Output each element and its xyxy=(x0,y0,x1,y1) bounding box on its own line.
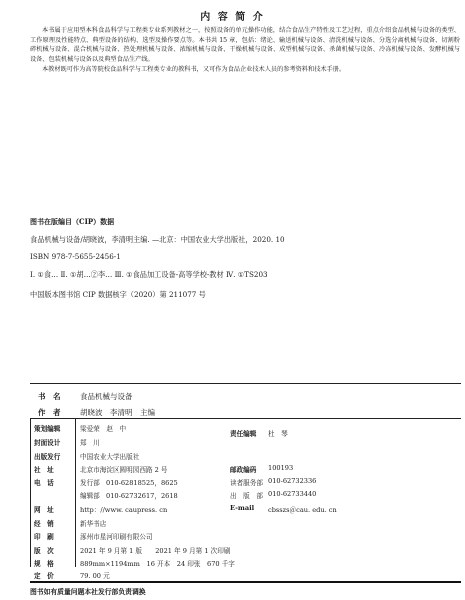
cip-record-number: 中国版本图书馆 CIP 数据核字（2020）第 211077 号 xyxy=(30,290,206,299)
address-label: 社 址 xyxy=(34,466,54,474)
divider xyxy=(30,418,461,419)
edition-label: 版 次 xyxy=(34,547,54,555)
email-label: E-mail xyxy=(230,504,255,512)
phone-editorial: 010-62732617，2618 xyxy=(106,492,178,500)
printer-label: 印 刷 xyxy=(34,533,54,541)
book-title-label: 书 名 xyxy=(38,392,61,401)
publisher-label: 出版发行 xyxy=(34,453,61,461)
spec-label: 规 格 xyxy=(34,560,54,568)
cover-design-label: 封面设计 xyxy=(34,439,61,447)
cip-isbn: ISBN 978-7-5655-2456-1 xyxy=(30,252,121,261)
planning-editor: 梁爱荣 赵 中 xyxy=(80,425,127,433)
intro-paragraph: 本教材既可作为高等院校食品科学与工程类专业的教科书，又可作为食品企业技术人员的参考资料和技术手册。 xyxy=(42,66,346,74)
phone-editorial-label: 编辑部 xyxy=(80,492,100,500)
price: 79. 00 元 xyxy=(80,572,110,580)
postcode-label: 邮政编码 xyxy=(230,466,257,474)
phone-publishing-dept: 010-62733440 xyxy=(268,490,317,498)
email: cbsszs＠cau. edu. cn xyxy=(268,506,337,514)
phone-reader-service-label: 读者服务部 xyxy=(230,479,263,487)
edition: 2021 年 9 月第 1 版 2021 年 9 月第 1 次印刷 xyxy=(80,547,231,555)
price-label: 定 价 xyxy=(34,572,54,580)
divider xyxy=(30,581,461,583)
phone-publishing-dept-label: 出 版 部 xyxy=(230,492,263,500)
intro-text xyxy=(30,26,460,76)
divider xyxy=(30,383,461,384)
phone-label: 电 话 xyxy=(34,479,54,487)
book-authors: 胡晓波 李清明 主编 xyxy=(80,408,155,417)
address: 北京市海淀区圆明园西路 2 号 xyxy=(80,466,168,474)
phone-distribution: 010-62818525，8625 xyxy=(106,479,178,487)
table-column-divider xyxy=(75,419,76,567)
phone-distribution-label: 发行部 xyxy=(80,479,100,487)
intro-paragraph: 本书属于应用型本科食品科学与工程类专业系列教材之一，按照设备的单元操作功能，结合食品生产特性及工艺过程，重点介绍食品机械与设备的类型、工作原理及性能特点、典型设备的结构、选型及操作要点等。本书共 15 章，包括：绪论、输送机械与设备、清洗机械与设备、分选分离机械与设备、切割粉碎机械与设备、混合机械与设备、热处理机械与设备、浓缩机械与设备、干燥机械与设备、成型机械与设备、杀菌机械与设备、冷冻机械与设备、发酵机械与设备、包装机械与设备以及典型食品生产线。 xyxy=(30,27,460,63)
author-label: 作 者 xyxy=(38,408,61,417)
publisher: 中国农业大学出版社 xyxy=(80,453,140,461)
distributor-label: 经 销 xyxy=(34,520,54,528)
website-label: 网 址 xyxy=(34,506,54,514)
website: http：//www. caupress. cn xyxy=(80,506,168,514)
cip-citation: 食品机械与设备/胡晓波，李清明主编. —北京：中国农业大学出版社，2020. 10 xyxy=(30,235,285,244)
printer: 涿州市星河印刷有限公司 xyxy=(80,533,153,541)
phone-reader-service: 010-62732336 xyxy=(268,477,317,485)
table-border-left xyxy=(30,419,31,567)
cip-heading: 图书在版编目（CIP）数据 xyxy=(30,217,115,226)
intro-title: 内 容 简 介 xyxy=(200,12,265,23)
book-title: 食品机械与设备 xyxy=(80,392,133,401)
cover-designer: 郑 川 xyxy=(80,439,100,447)
planning-editor-label: 策划编辑 xyxy=(34,425,61,433)
responsible-editor-label: 责任编辑 xyxy=(230,430,257,438)
footer-note: 图书如有质量问题本社发行部负责调换 xyxy=(30,588,146,596)
spec: 889mm×1194mm 16 开本 24 印张 670 千字 xyxy=(80,560,235,568)
cip-classification: Ⅰ. ①食… Ⅱ. ①胡…②李… Ⅲ. ①食品加工设备-高等学校-教材 Ⅳ. ①TS203 xyxy=(30,270,268,279)
postcode: 100193 xyxy=(268,464,294,472)
distributor: 新华书店 xyxy=(80,520,107,528)
responsible-editor: 杜 琴 xyxy=(268,430,288,438)
